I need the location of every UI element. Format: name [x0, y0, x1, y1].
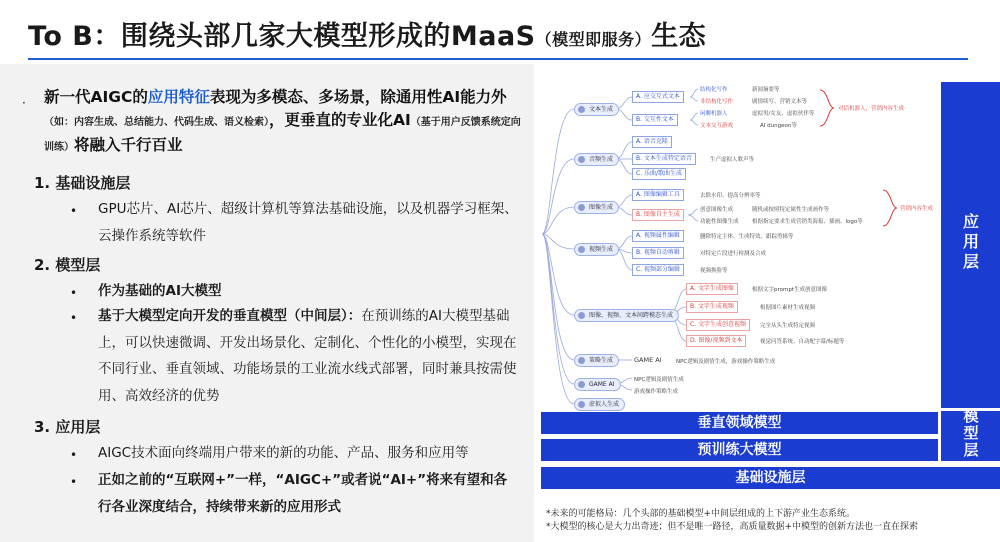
model-text-1: 作为基础的AI大模型 — [98, 283, 222, 299]
mm-image-right: 营销内容生成 — [900, 206, 934, 212]
mm-strategy-gen: 策略生成 — [574, 354, 619, 367]
model-text-2-rest: 在预训练的AI大模型基础上，可以快速微调、开发出场景化、定制化、个性化的小模型，实现在不同行业、垂直领域、功能场景的工业流水线式部署，同时兼具按需使用、高效经济的优势 — [98, 308, 517, 404]
mm-image-b2: 功能性图像生成 — [700, 219, 739, 225]
mm-text-b1: 闲聊机器人 — [700, 111, 728, 117]
layer-model-label: 模型层 — [963, 407, 979, 459]
footnote-2: *大模型的核心是大力出奇迹；但不是唯一路径，高质量数据+中模型的创新方法也一直在探索 — [546, 522, 919, 532]
mm-game-ai: GAME AI — [574, 378, 621, 391]
app-bullet-1: • — [70, 448, 78, 462]
mm-cross-a-leaf: 根据文字prompt生成创意图像 — [752, 287, 828, 293]
mm-image-a: A. 图像编辑工具 — [632, 189, 684, 201]
mm-game-b: 游戏操作策略生成 — [634, 389, 679, 395]
mm-video-b-leaf: 对特定片段进行检测及合成 — [700, 251, 767, 257]
mm-text-a2-leaf: 剧情续写、营销文本等 — [752, 99, 808, 105]
mm-cross-c-leaf: 完全从头生成特定视频 — [760, 323, 816, 329]
title-divider — [28, 58, 968, 60]
mm-cross-c: C. 文字生成创意视频 — [686, 319, 750, 331]
footnote-1: *未来的可能格局：几个头部的基础模型+中间层组成的上下游产业生态系统。 — [546, 509, 856, 519]
mm-cross-b-leaf: 根据图片素材生成视频 — [760, 305, 816, 311]
layer-application-label: 应用层 — [962, 212, 979, 271]
app-text-2: 正如之前的“互联网+”一样，“AIGC+”或者说“AI+”将来有望和各行各业深度结合，持续带来新的应用形式 — [98, 472, 508, 515]
mm-cross-b: B. 文字生成视频 — [686, 301, 738, 313]
mm-virtual-human: 虚拟人生成 — [574, 398, 625, 411]
mm-video-c: C. 视频部分编辑 — [632, 264, 684, 276]
mm-text-b: B. 交互性文本 — [632, 114, 678, 126]
layer-infrastructure: 基础设施层 — [541, 467, 1000, 489]
section-model-heading: 2. 模型层 — [34, 256, 101, 274]
layer-pretrained-model: 预训练大模型 — [541, 439, 938, 461]
mm-audio-gen: 音频生成 — [574, 153, 619, 166]
mm-image-gen: 图像生成 — [574, 201, 619, 214]
mm-image-b: B. 图像自主生成 — [632, 209, 684, 221]
mm-video-gen: 视频生成 — [574, 243, 619, 256]
model-bullet-2: • — [70, 311, 78, 325]
infra-bullet-1: • — [70, 204, 78, 218]
mm-crossmodal-gen: 图像、视频、文本间跨模态生成 — [574, 309, 679, 322]
page-title — [28, 14, 706, 53]
intro-paragraph — [44, 86, 522, 159]
mm-text-a1-leaf: 新闻摘要等 — [752, 87, 780, 93]
mm-audio-c: C. 乐曲/歌曲生成 — [632, 168, 686, 180]
intro-p5: ，更垂直的专业化AI — [269, 111, 411, 129]
mm-text-gen: 文本生成 — [574, 103, 619, 116]
mm-strategy-a: GAME AI — [634, 356, 662, 364]
intro-p4: （如：内容生成、总结能力、代码生成、语义检索） — [44, 117, 269, 128]
mm-video-a-leaf: 删除特定主体、生成特效、跟踪剪辑等 — [700, 234, 794, 240]
layer-vertical-model: 垂直领域模型 — [541, 412, 938, 434]
mm-image-b1: 创意图像生成 — [700, 207, 734, 213]
mm-text-a: A. 应交互式文本 — [632, 91, 684, 103]
intro-p1: 新一代AIGC的 — [44, 88, 148, 106]
layer-model — [941, 407, 1000, 461]
mm-image-b2-leaf: 根据指定要求生成营销类海报、插画、logo等 — [752, 219, 863, 225]
mm-video-b: B. 视频自动剪辑 — [632, 247, 684, 259]
mm-audio-a: A. 语音克隆 — [632, 136, 672, 148]
mm-audio-b-leaf: 生产虚拟人歌声等 — [710, 157, 755, 163]
intro-p2: 应用特征 — [147, 88, 210, 106]
title-paren: （模型即服务） — [535, 30, 652, 49]
intro-p3: 表现为多模态、多场景，除通用性AI能力外 — [209, 88, 507, 106]
model-bullet-1: • — [70, 286, 78, 300]
mm-audio-b: B. 文本生成特定语音 — [632, 153, 696, 165]
mm-image-b1-leaf: 随机或按照特定属性生成画作等 — [752, 207, 830, 213]
title-tail: 生态 — [651, 21, 707, 52]
mm-text-right: 对话机器人，营销内容生成 — [838, 106, 905, 112]
mm-video-a: A. 视频属性编辑 — [632, 230, 684, 242]
app-text-1: AIGC技术面向终端用户带来的新的功能、产品、服务和应用等 — [98, 445, 469, 461]
mm-cross-d-leaf: 视觉问答系统、自动配字幕/标题等 — [760, 339, 845, 345]
mm-text-a1: 结构化写作 — [700, 87, 728, 93]
intro-p6: （基于用户反馈系统定向训练） — [44, 117, 521, 153]
mm-cross-a: A. 文字生成图像 — [686, 283, 738, 295]
title-main: To B：围绕头部几家大模型形成的MaaS — [28, 21, 536, 52]
mm-text-b1-leaf: 虚拟男/女友、虚拟伙伴等 — [752, 111, 815, 117]
model-text-2-bold: 基于大模型定向开发的垂直模型（中间层）： — [98, 308, 362, 324]
mm-video-c-leaf: 视频换脸等 — [700, 268, 728, 274]
layer-application — [941, 82, 1000, 408]
intro-p7: 将融入千行百业 — [74, 136, 183, 154]
app-bullet-2: • — [70, 475, 78, 489]
mm-image-a-leaf: 去除水印、提高分辨率等 — [700, 193, 761, 199]
mm-game-a: NPC逻辑及剧情生成 — [634, 377, 684, 383]
mm-text-a2: 非结构化写作 — [700, 99, 734, 105]
section-infra-heading: 1. 基础设施层 — [34, 174, 131, 192]
section-app-heading: 3. 应用层 — [34, 418, 101, 436]
mm-cross-d: D. 图像/视频到文本 — [686, 335, 746, 347]
model-text-2 — [98, 303, 518, 409]
mm-strategy-a-leaf: NPC逻辑及剧情生成，游戏操作策略生成 — [676, 359, 776, 365]
aigc-mind-map — [538, 82, 938, 412]
infra-text-1: GPU芯片、AI芯片、超级计算机等算法基础设施，以及机器学习框架、云操作系统等软件 — [98, 201, 518, 244]
mm-text-b2-leaf: AI dungeon等 — [760, 123, 797, 129]
mm-text-b2: 文本交互游戏 — [700, 123, 734, 129]
intro-bullet: · — [22, 96, 26, 110]
